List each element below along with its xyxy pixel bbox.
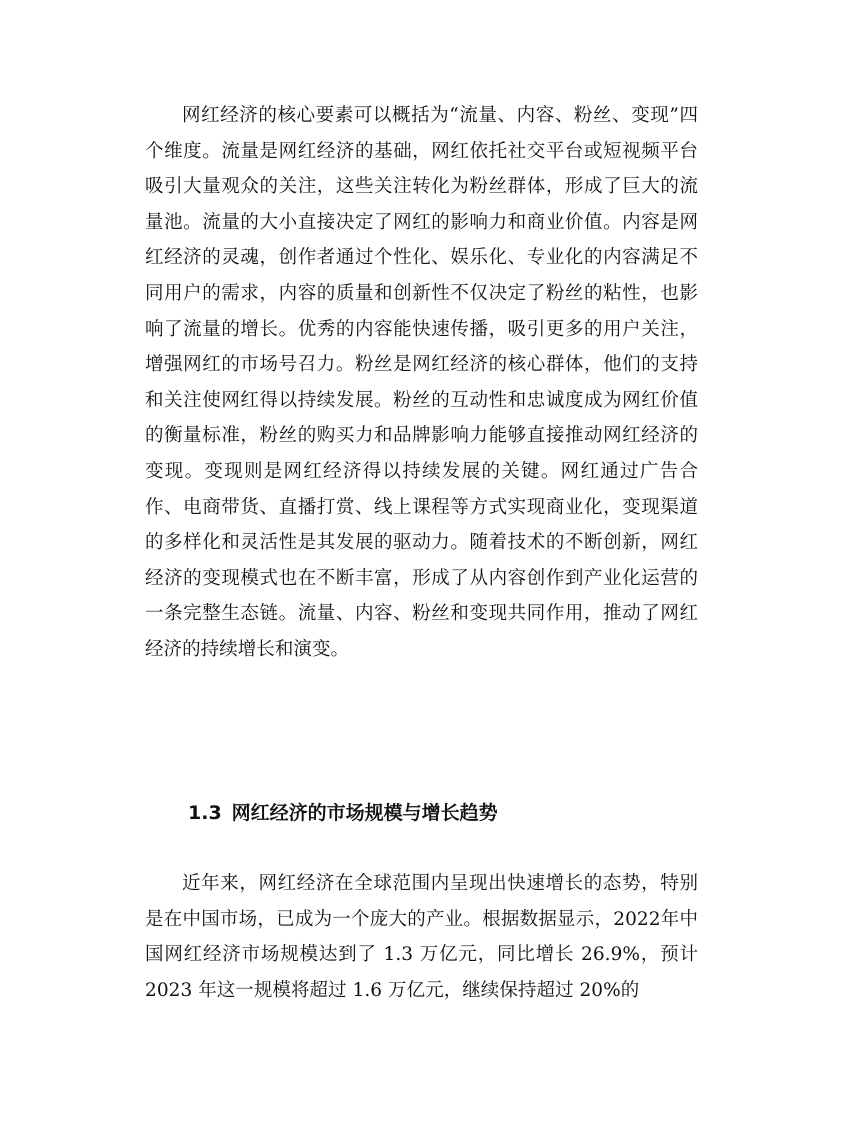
section-heading xyxy=(188,798,498,828)
paragraph-core-elements: 网红经济的核心要素可以概括为“流量、内容、粉丝、变现”四个维度。流量是网红经济的基础，网红依托社交平台或短视频平台吸引大量观众的关注，这些关注转化为粉丝群体，形成了巨大的流量池。流量的大小直接决定了网红的影响力和商业价值。内容是网红经济的灵魂，创作者通过个性化、娱乐化、专业化的内容满足不同用户的需求，内容的质量和创新性不仅决定了粉丝的粘性，也影响了流量的增长。优秀的内容能快速传播，吸引更多的用户关注，增强网红的市场号召力。粉丝是网红经济的核心群体，他们的支持和关注使网红得以持续发展。粉丝的互动性和忠诚度成为网红价值的衡量标准，粉丝的购买力和品牌影响力能够直接推动网红经济的变现。变现则是网红经济得以持续发展的关键。网红通过广告合作、电商带货、直播打赏、线上课程等方式实现商业化，变现渠道的多样化和灵活性是其发展的驱动力。随着技术的不断创新，网红经济的变现模式也在不断丰富，形成了从内容创作到产业化运营的一条完整生态链。流量、内容、粉丝和变现共同作用，推动了网红经济的持续增长和演变。 xyxy=(145,105,698,660)
section-title: 网红经济的市场规模与增长趋势 xyxy=(231,802,498,824)
section-number: 1.3 xyxy=(188,802,222,824)
paragraph-market-size: 近年来，网红经济在全球范围内呈现出快速增长的态势，特别是在中国市场，已成为一个庞大的产业。根据数据显示，2022年中国网红经济市场规模达到了 1.3 万亿元，同比增长 26.9%，预计 2023 年这一规模将超过 1.6 万亿元，继续保持超过 20%的 xyxy=(145,873,698,1001)
